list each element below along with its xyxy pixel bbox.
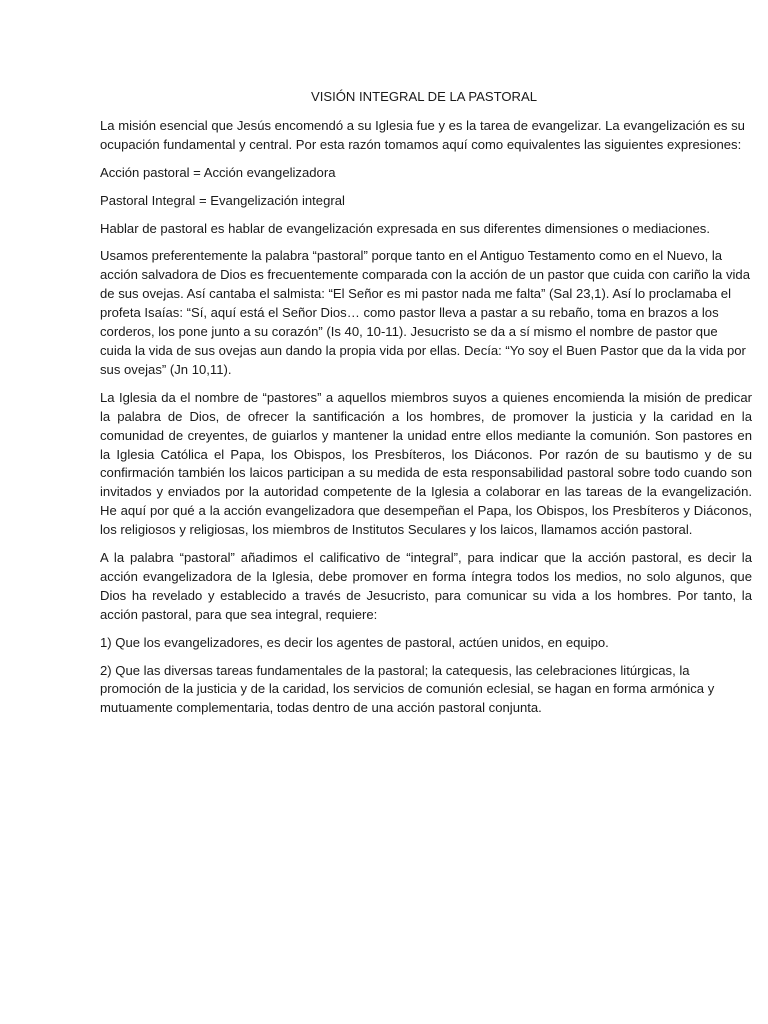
paragraph-requirement-1: 1) Que los evangelizadores, es decir los agentes de pastoral, actúen unidos, en equipo.: [100, 634, 609, 650]
document-title: VISIÓN INTEGRAL DE LA PASTORAL: [310, 89, 538, 104]
paragraph-equivalence-1: Acción pastoral = Acción evangelizadora: [100, 164, 336, 180]
document-body: [100, 88, 752, 727]
paragraph-equivalence-2: Pastoral Integral = Evangelización integral: [100, 192, 345, 208]
paragraph-pastor-usage: Usamos preferentemente la palabra “pastoral” porque tanto en el Antiguo Testamento como en el Nuevo, la acción salvadora de Dios es frecuentemente comparada con la acción de un pastor que cuida con cariño la vida de sus ovejas. Así cantaba el salmista: “El Señor es mi pastor nada me falta” (Sal 23,1). Así lo proclamaba el profeta Isaías: “Sí, aquí está el Señor Dios… como pastor lleva a pastar a su rebaño, toma en brazos a los corderos, los pone junto a su corazón” (Is 40, 10-11). Jesucristo se da a sí mismo el nombre de pastor que cuida la vida de sus ovejas aun dando la propia vida por ellas. Decía: “Yo soy el Buen Pastor que da la vida por sus ovejas” (Jn 10,11).: [100, 248, 750, 377]
paragraph-integral: A la palabra “pastoral” añadimos el calificativo de “integral”, para indicar que la acción pastoral, es decir la acción evangelizadora de la Iglesia, debe promover en forma íntegra todos los medios, no solo algunos, que Dios ha revelado y establecido a través de Jesucristo, para comunicar su vida a los hombres. Por tanto, la acción pastoral, para que sea integral, requiere:: [100, 550, 752, 622]
paragraph-requirement-2: 2) Que las diversas tareas fundamentales de la pastoral; la catequesis, las celebraciones litúrgicas, la promoción de la justicia y de la caridad, los servicios de comunión eclesial, se hagan en forma armónica y mutuamente complementaria, todas dentro de una acción pastoral conjunta.: [100, 662, 715, 716]
paragraph-pastores: La Iglesia da el nombre de “pastores” a aquellos miembros suyos a quienes encomienda la misión de predicar la palabra de Dios, de ofrecer la santificación a los hombres, de promover la justicia y la caridad en la comunidad de creyentes, de guiarlos y mantener la unidad entre ellos mediante la comunión. Son pastores en la Iglesia Católica el Papa, los Obispos, los Presbíteros, los Diáconos. Por razón de su bautismo y de su confirmación también los laicos participan a su medida de esta responsabilidad pastoral sobre todo cuando son invitados y enviados por la autoridad competente de la Iglesia a colaborar en las tareas de la evangelización. He aquí por qué a la acción evangelizadora que desempeñan el Papa, los Obispos, los Presbíteros y Diáconos, los religiosos y religiosas, los miembros de Institutos Seculares y los laicos, llamamos acción pastoral.: [100, 389, 752, 538]
paragraph-intro: La misión esencial que Jesús encomendó a su Iglesia fue y es la tarea de evangelizar. La evangelización es su ocupación fundamental y central. Por esta razón tomamos aquí como equivalentes las siguientes expresiones:: [100, 117, 745, 152]
paragraph-dimensions: Hablar de pastoral es hablar de evangelización expresada en sus diferentes dimensiones o mediaciones.: [100, 220, 710, 236]
